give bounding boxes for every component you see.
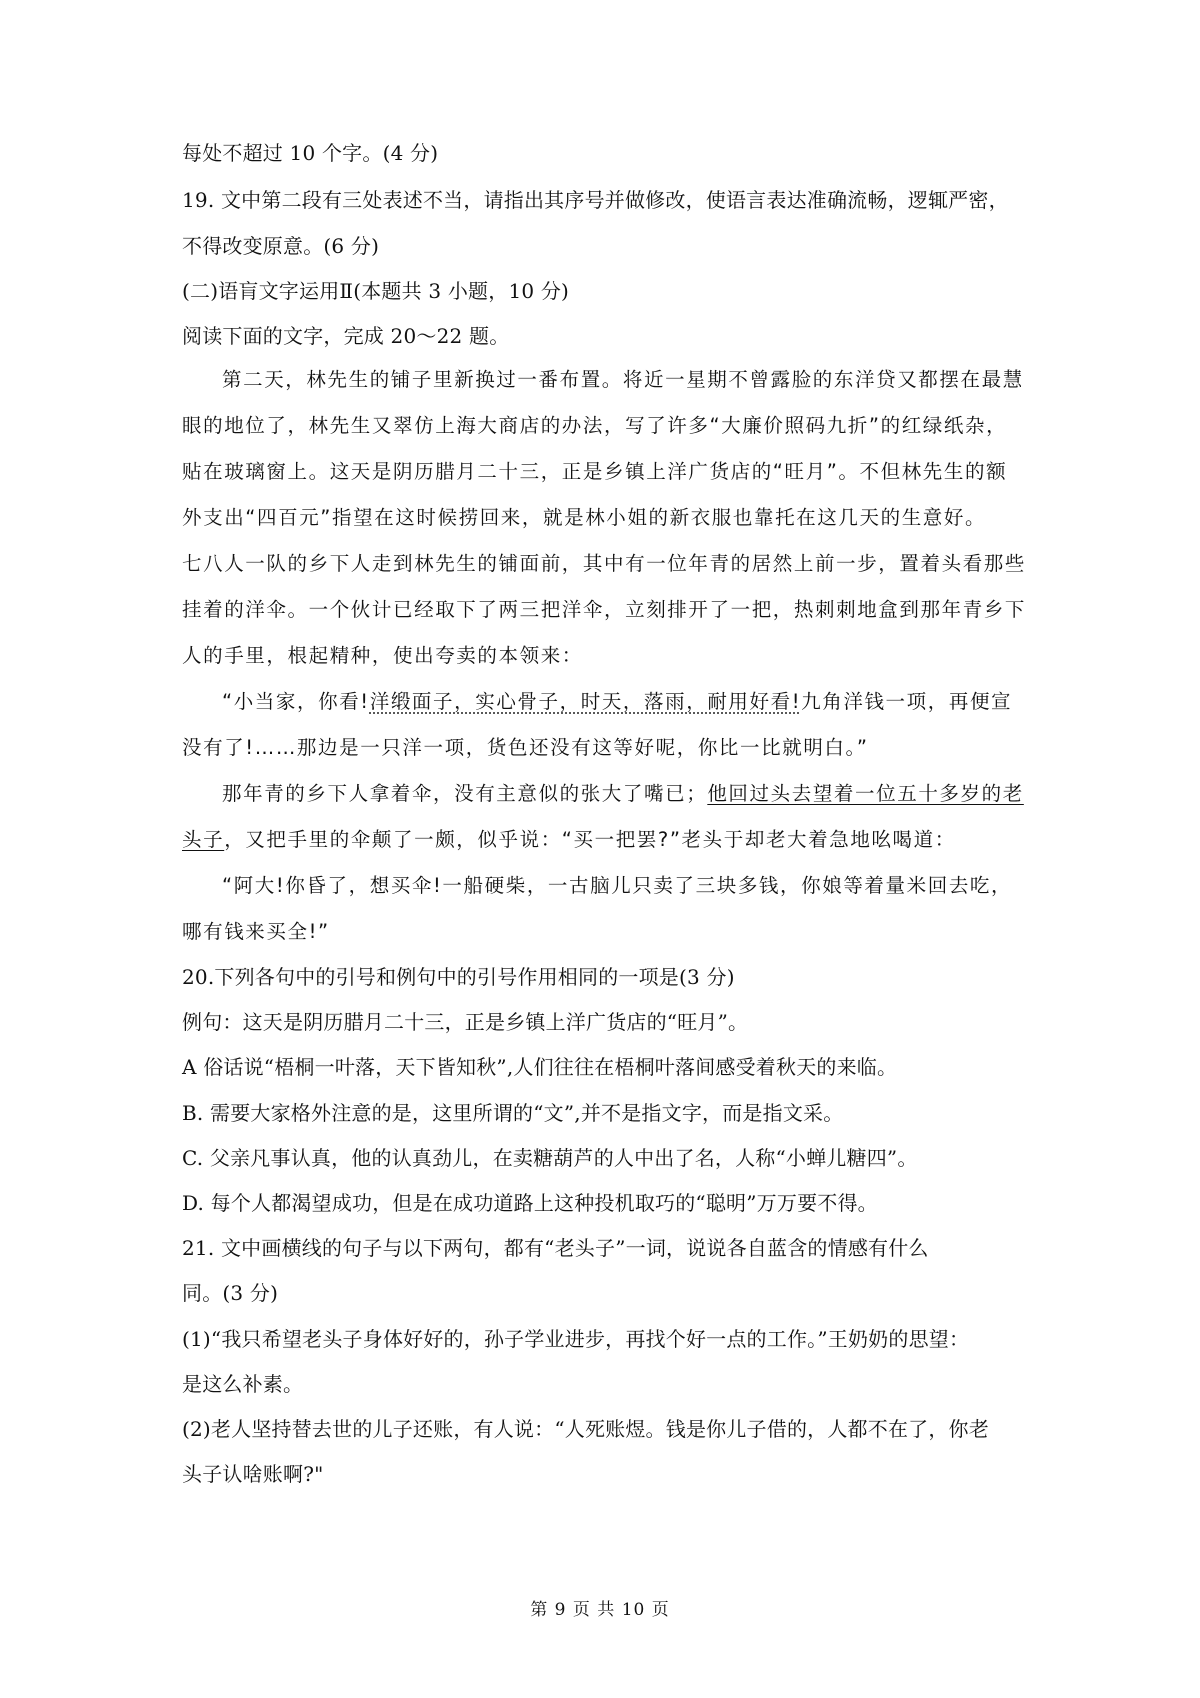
passage-line: 挂着的洋伞。一个伙计已经取下了两三把洋伞，立刻排开了一把，热刺刺地盒到那年青乡下 — [182, 598, 1027, 621]
sub-question-1: (1)“我只希望老头子身体好好的，孙子学业进步，再找个好一点的工作。”王奶奶的思望： — [182, 1327, 970, 1351]
passage-line: “阿大!你昏了，想买伞!一船硬柴，一古脑儿只卖了三块多钱，你娘等着量米回去吃， — [222, 874, 1013, 897]
passage-line: 第二天，林先生的铺子里新换过一番布置。将近一星期不曾露脸的东洋贷又都摆在最慧 — [222, 368, 1024, 391]
text-line: 每处不超过 10 个字。(4 分) — [182, 141, 439, 165]
passage-line: 贴在玻璃窗上。这天是阴历腊月二十三，正是乡镇上洋广货店的“旺月”。不但林先生的额 — [182, 460, 1008, 483]
marked-text: 洋缎面子，实心骨子，时天，落雨，耐用好看! — [369, 690, 802, 713]
passage-line: 外支出“四百元”指望在这时候捞回来，就是林小姐的新衣服也靠托在这几天的生意好。 — [182, 506, 987, 529]
text-line: 头子认啥账啊?" — [182, 1462, 324, 1486]
underlined-sentence: 头子 — [182, 828, 225, 851]
option-d: D. 每个人都渴望成功，但是在成功道路上这种投机取巧的“聪明”万万要不得。 — [182, 1191, 878, 1215]
passage-text: 九角洋钱一项，再便宣 — [801, 690, 1013, 713]
underlined-sentence: 他回过头去望着一位五十多岁的老 — [707, 782, 1024, 805]
text-line: 同。(3 分) — [182, 1281, 279, 1305]
sub-question-2: (2)老人坚持替去世的儿子还账，有人说：“人死账煜。钱是你儿子借的，人都不在了，你老 — [182, 1417, 989, 1441]
reading-instruction: 阅读下面的文字，完成 20～22 题。 — [182, 324, 510, 348]
question-20: 20.下列各句中的引号和例句中的引号作用相同的一项是(3 分) — [182, 965, 735, 989]
page-number: 第 9 页 共 10 页 — [530, 1600, 670, 1620]
passage-line: 没有了!……那边是一只洋一项，货色还没有这等好呢，你比一比就明白。” — [182, 736, 869, 759]
text-line: 不得改变原意。(6 分) — [182, 234, 380, 258]
passage-line — [222, 780, 1072, 808]
passage-line: 人的手里，根起精种，使出夸卖的本领来： — [182, 644, 583, 667]
question-19: 19. 文中第二段有三处表述不当，请指出其序号并做修改，使语言表达准确流畅，逻辄严密， — [182, 188, 1009, 212]
question-21: 21. 文中画横线的句子与以下两句，都有“老头子”一词，说说各自蓝含的情感有什么 — [182, 1236, 929, 1260]
passage-line — [182, 826, 1032, 854]
passage-line: 哪有钱来买全!” — [182, 920, 330, 943]
passage-text: 那年青的乡下人拿着伞，没有主意似的张大了嘴已； — [222, 782, 708, 805]
passage-line: 眼的地位了，林先生又翠仿上海大商店的办法，写了许多“大廉价照码九折”的红绿纸杂， — [182, 414, 1008, 437]
section-heading: (二)语肓文字运用Ⅱ(本题共 3 小题，10 分) — [182, 279, 570, 303]
example-sentence: 例句：这天是阴历腊月二十三，正是乡镇上洋广货店的“旺月”。 — [182, 1010, 749, 1034]
passage-text: “小当家，你看! — [222, 690, 370, 713]
passage-line — [222, 688, 1072, 716]
passage-line: 七八人一队的乡下人走到林先生的铺面前，其中有一位年青的居然上前一步，置着头看那些 — [182, 552, 1027, 575]
option-c: C. 父亲凡事认真，他的认真劲儿，在卖糖葫芦的人中出了名，人称“小蝉儿糖四”。 — [182, 1146, 918, 1170]
option-a: A 俗话说“梧桐一叶落，天下皆知秋”,人们往往在梧桐叶落间感受着秋天的来临。 — [182, 1055, 898, 1079]
passage-text: ，又把手里的伞颠了一颇，似乎说：“买一把罢?”老头于却老大着急地吆喝道： — [224, 828, 956, 851]
option-b: B. 需要大家格外注意的是，这里所谓的“文”,并不是指文字，而是指文采。 — [182, 1101, 844, 1125]
text-line: 是这么补素。 — [182, 1372, 304, 1396]
